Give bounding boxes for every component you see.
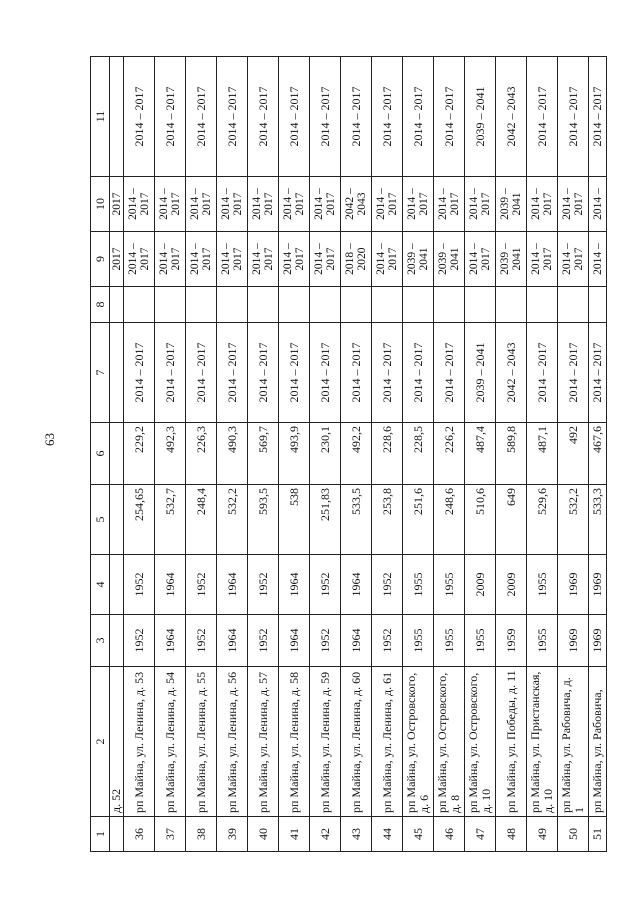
table-row — [527, 57, 558, 852]
address-cell: рп Майна, ул. Ленина, д. 57 — [248, 667, 279, 817]
row-number: 36 — [124, 817, 155, 852]
year-cell: 1952 — [248, 555, 279, 615]
area-cell: 254,65 — [124, 485, 155, 555]
col11-cell: 2042 – 2043 — [496, 57, 527, 177]
year-cell: 2009 — [496, 555, 527, 615]
header-cell: 7 — [91, 323, 110, 423]
year-built-cell: 1955 — [465, 615, 496, 667]
row-number: 37 — [155, 817, 186, 852]
address-cell: рп Майна, ул. Ленина, д. 61 — [372, 667, 403, 817]
address-cell: рп Майна, ул. Ленина, д. 55 — [186, 667, 217, 817]
header-cell: 4 — [91, 555, 110, 615]
living-area-cell: 492,2 — [341, 423, 372, 485]
table-row — [124, 57, 155, 852]
living-area-cell: 228,5 — [403, 423, 434, 485]
col11-cell: 2014 – 2017 — [558, 57, 589, 177]
table-body — [91, 57, 607, 852]
period-cell: 2014 – 2017 — [186, 323, 217, 423]
table-row — [465, 57, 496, 852]
col10-cell: 2014 – 2017 — [403, 177, 434, 232]
col10-cell: 2014 – 2017 — [310, 177, 341, 232]
col10-cell: 2014 – 2017 — [124, 177, 155, 232]
address-cell: рп Майна, ул. Ленина, д. 53 — [124, 667, 155, 817]
col9-cell: 2039 – 2041 — [496, 232, 527, 287]
area-cell: 533,3 — [589, 485, 607, 555]
address-cell: рп Майна, ул. Пристанская, д. 10 — [527, 667, 558, 817]
col8-cell — [155, 287, 186, 323]
area-cell: 529,6 — [527, 485, 558, 555]
period-cell: 2014 – 2017 — [527, 323, 558, 423]
col11-cell: 2014 – 2017 — [248, 57, 279, 177]
year-cell: 1964 — [217, 555, 248, 615]
year-cell: 1952 — [186, 555, 217, 615]
year-built-cell: 1959 — [496, 615, 527, 667]
period-cell: 2014 – 2017 — [589, 323, 607, 423]
living-area-cell: 467,6 — [589, 423, 607, 485]
year-built-cell: 1952 — [310, 615, 341, 667]
col8-cell — [589, 287, 607, 323]
carry-col10: 2017 — [110, 177, 124, 232]
col10-cell: 2014 – 2017 — [434, 177, 465, 232]
col11-cell: 2014 – 2017 — [155, 57, 186, 177]
living-area-cell: 230,1 — [310, 423, 341, 485]
year-cell: 1964 — [279, 555, 310, 615]
table-row — [558, 57, 589, 852]
address-cell: рп Майна, ул. Ленина, д. 56 — [217, 667, 248, 817]
carry-address: д. 52 — [110, 667, 124, 817]
col9-cell: 2039 – 2041 — [434, 232, 465, 287]
row-number: 47 — [465, 817, 496, 852]
year-built-cell: 1964 — [217, 615, 248, 667]
col8-cell — [372, 287, 403, 323]
living-area-cell: 487,1 — [527, 423, 558, 485]
page-number: 63 — [42, 433, 57, 446]
living-area-cell: 569,7 — [248, 423, 279, 485]
col9-cell: 2014 – 2017 — [217, 232, 248, 287]
year-cell: 1955 — [434, 555, 465, 615]
col8-cell — [186, 287, 217, 323]
area-cell: 248,4 — [186, 485, 217, 555]
table-row — [589, 57, 607, 852]
living-area-cell: 229,2 — [124, 423, 155, 485]
col10-cell: 2039 – 2041 — [496, 177, 527, 232]
living-area-cell: 226,3 — [186, 423, 217, 485]
col11-cell: 2014 – 2017 — [434, 57, 465, 177]
row-number: 41 — [279, 817, 310, 852]
carry-cell — [110, 615, 124, 667]
address-cell: рп Майна, ул. Рабовича, д. 1 — [558, 667, 589, 817]
col10-cell: 2042 – 2043 — [341, 177, 372, 232]
year-built-cell: 1964 — [155, 615, 186, 667]
period-cell: 2014 – 2017 — [403, 323, 434, 423]
period-cell: 2014 – 2017 — [217, 323, 248, 423]
carry-col9: 2017 — [110, 232, 124, 287]
row-number: 38 — [186, 817, 217, 852]
col9-cell: 2014 – 2017 — [310, 232, 341, 287]
address-cell: рп Майна, ул. Ленина, д. 54 — [155, 667, 186, 817]
address-cell: рп Майна, ул. Островского, д. 8 — [434, 667, 465, 817]
living-area-cell: 490,3 — [217, 423, 248, 485]
area-cell: 510,6 — [465, 485, 496, 555]
header-cell: 6 — [91, 423, 110, 485]
carry-cell — [110, 57, 124, 177]
year-cell: 1955 — [403, 555, 434, 615]
col11-cell: 2014 – 2017 — [124, 57, 155, 177]
table-row — [217, 57, 248, 852]
col9-cell: 2018 – 2020 — [341, 232, 372, 287]
col10-cell: 2014 – 2017 — [527, 177, 558, 232]
area-cell: 532,2 — [217, 485, 248, 555]
header-cell: 11 — [91, 57, 110, 177]
header-cell: 10 — [91, 177, 110, 232]
col9-cell: 2039 – 2041 — [403, 232, 434, 287]
year-cell: 1969 — [558, 555, 589, 615]
col9-cell: 2014 – 2017 — [155, 232, 186, 287]
year-cell: 2009 — [465, 555, 496, 615]
carry-cell — [110, 423, 124, 485]
year-built-cell: 1955 — [434, 615, 465, 667]
header-row — [91, 57, 110, 852]
period-cell: 2014 – 2017 — [341, 323, 372, 423]
col10-cell: 2014 – 2017 — [186, 177, 217, 232]
col10-cell: 2014 – 2017 — [217, 177, 248, 232]
col11-cell: 2039 – 2041 — [465, 57, 496, 177]
row-number: 50 — [558, 817, 589, 852]
col9-cell: 2014 – 2017 — [527, 232, 558, 287]
year-cell: 1964 — [155, 555, 186, 615]
period-cell: 2014 – 2017 — [434, 323, 465, 423]
rotated-table-area — [90, 57, 604, 852]
header-cell: 2 — [91, 667, 110, 817]
table-row — [434, 57, 465, 852]
col10-cell: 2014 – 2017 — [155, 177, 186, 232]
table-row — [403, 57, 434, 852]
address-cell: рп Майна, ул. Рабовича, — [589, 667, 607, 817]
area-cell: 253,8 — [372, 485, 403, 555]
address-cell: рп Майна, ул. Победы, д. 11 — [496, 667, 527, 817]
row-number: 39 — [217, 817, 248, 852]
col10-cell: 2014 – 2017 — [279, 177, 310, 232]
year-cell: 1955 — [527, 555, 558, 615]
col11-cell: 2014 – 2017 — [589, 57, 607, 177]
year-built-cell: 1952 — [124, 615, 155, 667]
year-built-cell: 1969 — [558, 615, 589, 667]
col9-cell: 2014 – 2017 — [558, 232, 589, 287]
year-built-cell: 1964 — [279, 615, 310, 667]
year-cell: 1964 — [341, 555, 372, 615]
col9-cell: 2014 – 2017 — [124, 232, 155, 287]
year-built-cell: 1952 — [248, 615, 279, 667]
address-cell: рп Майна, ул. Ленина, д. 59 — [310, 667, 341, 817]
col11-cell: 2014 – 2017 — [527, 57, 558, 177]
period-cell: 2014 – 2017 — [310, 323, 341, 423]
col8-cell — [434, 287, 465, 323]
table-row — [496, 57, 527, 852]
period-cell: 2039 – 2041 — [465, 323, 496, 423]
col10-cell: 2014 – — [589, 177, 607, 232]
col8-cell — [217, 287, 248, 323]
year-built-cell: 1969 — [589, 615, 607, 667]
col8-cell — [248, 287, 279, 323]
row-number: 51 — [589, 817, 607, 852]
year-built-cell: 1955 — [403, 615, 434, 667]
header-cell: 8 — [91, 287, 110, 323]
col11-cell: 2014 – 2017 — [279, 57, 310, 177]
table-row — [155, 57, 186, 852]
row-number: 40 — [248, 817, 279, 852]
address-cell: рп Майна, ул. Островского, д. 10 — [465, 667, 496, 817]
col11-cell: 2014 – 2017 — [217, 57, 248, 177]
living-area-cell: 492 — [558, 423, 589, 485]
area-cell: 649 — [496, 485, 527, 555]
carry-cell — [110, 323, 124, 423]
carry-cell-num — [110, 817, 124, 852]
year-cell: 1952 — [310, 555, 341, 615]
living-area-cell: 226,2 — [434, 423, 465, 485]
area-cell: 251,83 — [310, 485, 341, 555]
col9-cell: 2014 – 2017 — [279, 232, 310, 287]
data-table — [90, 56, 607, 852]
carry-cell — [110, 287, 124, 323]
col9-cell: 2014 – 2017 — [465, 232, 496, 287]
row-number: 48 — [496, 817, 527, 852]
col11-cell: 2014 – 2017 — [186, 57, 217, 177]
header-cell: 1 — [91, 817, 110, 852]
living-area-cell: 589,8 — [496, 423, 527, 485]
carry-cell — [110, 485, 124, 555]
header-cell: 5 — [91, 485, 110, 555]
year-built-cell: 1964 — [341, 615, 372, 667]
col8-cell — [496, 287, 527, 323]
col10-cell: 2014 – 2017 — [372, 177, 403, 232]
col10-cell: 2014 – 2017 — [248, 177, 279, 232]
table-row — [186, 57, 217, 852]
year-built-cell: 1955 — [527, 615, 558, 667]
year-built-cell: 1952 — [372, 615, 403, 667]
area-cell: 248,6 — [434, 485, 465, 555]
area-cell: 532,7 — [155, 485, 186, 555]
living-area-cell: 487,4 — [465, 423, 496, 485]
period-cell: 2014 – 2017 — [248, 323, 279, 423]
table-row — [310, 57, 341, 852]
area-cell: 533,5 — [341, 485, 372, 555]
row-number: 44 — [372, 817, 403, 852]
col11-cell: 2014 – 2017 — [372, 57, 403, 177]
col8-cell — [124, 287, 155, 323]
table-row — [279, 57, 310, 852]
living-area-cell: 228,6 — [372, 423, 403, 485]
table-row — [248, 57, 279, 852]
col8-cell — [310, 287, 341, 323]
col11-cell: 2014 – 2017 — [310, 57, 341, 177]
col8-cell — [465, 287, 496, 323]
row-number: 49 — [527, 817, 558, 852]
col9-cell: 2014 – 2017 — [372, 232, 403, 287]
year-cell: 1952 — [372, 555, 403, 615]
address-cell: рп Майна, ул. Ленина, д. 60 — [341, 667, 372, 817]
year-built-cell: 1952 — [186, 615, 217, 667]
address-cell: рп Майна, ул. Островского, д. 6 — [403, 667, 434, 817]
row-number: 42 — [310, 817, 341, 852]
period-cell: 2014 – 2017 — [124, 323, 155, 423]
col8-cell — [527, 287, 558, 323]
period-cell: 2014 – 2017 — [279, 323, 310, 423]
col9-cell: 2014 – 2017 — [248, 232, 279, 287]
col11-cell: 2014 – 2017 — [403, 57, 434, 177]
carry-over-row — [110, 57, 124, 852]
col9-cell: 2014 – 2017 — [186, 232, 217, 287]
table-row — [341, 57, 372, 852]
col10-cell: 2014 – 2017 — [558, 177, 589, 232]
year-cell: 1952 — [124, 555, 155, 615]
area-cell: 593,5 — [248, 485, 279, 555]
col11-cell: 2014 – 2017 — [341, 57, 372, 177]
address-cell: рп Майна, ул. Ленина, д. 58 — [279, 667, 310, 817]
col8-cell — [403, 287, 434, 323]
period-cell: 2042 – 2043 — [496, 323, 527, 423]
col8-cell — [558, 287, 589, 323]
period-cell: 2014 – 2017 — [155, 323, 186, 423]
header-cell: 9 — [91, 232, 110, 287]
row-number: 43 — [341, 817, 372, 852]
area-cell: 251,6 — [403, 485, 434, 555]
living-area-cell: 493,9 — [279, 423, 310, 485]
living-area-cell: 492,3 — [155, 423, 186, 485]
col8-cell — [279, 287, 310, 323]
col8-cell — [341, 287, 372, 323]
table-row — [372, 57, 403, 852]
col10-cell: 2014 – 2017 — [465, 177, 496, 232]
header-cell: 3 — [91, 615, 110, 667]
area-cell: 532,2 — [558, 485, 589, 555]
area-cell: 538 — [279, 485, 310, 555]
row-number: 46 — [434, 817, 465, 852]
col9-cell: 2014 – — [589, 232, 607, 287]
carry-cell — [110, 555, 124, 615]
year-cell: 1969 — [589, 555, 607, 615]
period-cell: 2014 – 2017 — [558, 323, 589, 423]
period-cell: 2014 – 2017 — [372, 323, 403, 423]
row-number: 45 — [403, 817, 434, 852]
